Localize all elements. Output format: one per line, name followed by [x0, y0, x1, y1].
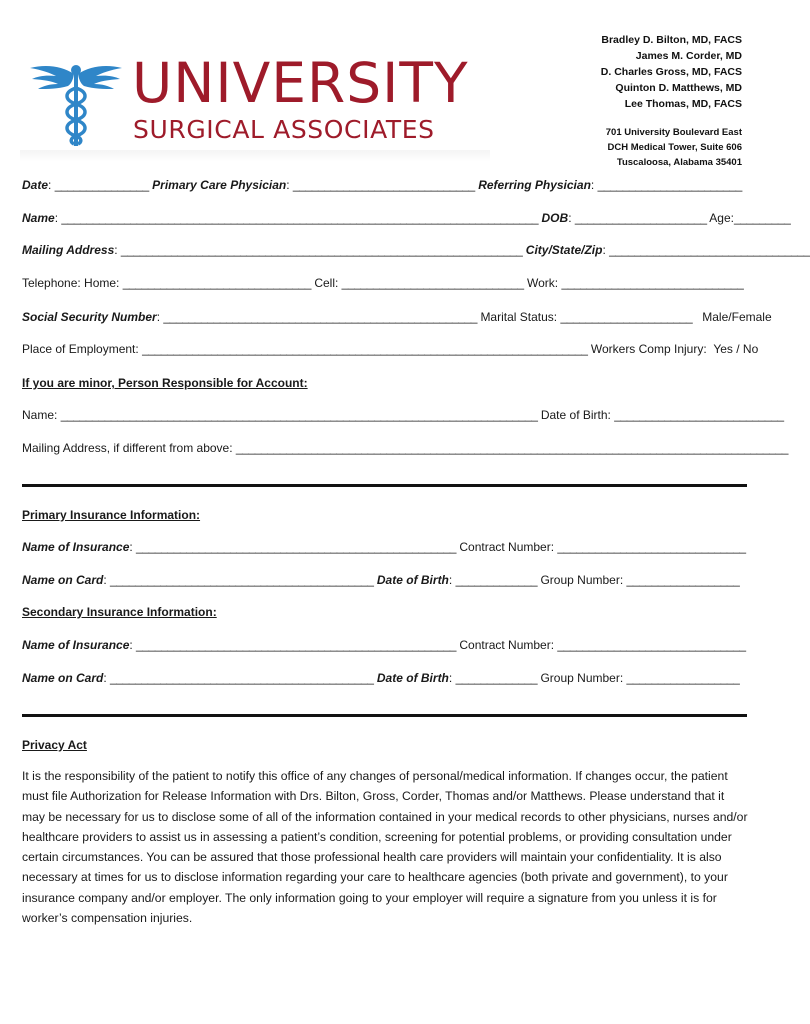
row-mailing-address: Mailing Address: ________________________________________________________________ City/State/Zip: ________________________________: [22, 243, 810, 257]
minor-heading: If you are minor, Person Responsible for Account:: [22, 376, 308, 390]
primary-card-name-label: Name on Card: [22, 573, 104, 587]
telephone-home-label: Telephone: Home:: [22, 276, 120, 290]
row-minor-name: [22, 408, 784, 422]
physician-name: Bradley D. Bilton, MD, FACS: [601, 34, 742, 46]
row-primary-insurance-name: Name of Insurance: ___________________________________________________ Contract Number: ______________________________: [22, 540, 746, 554]
row-name-dob-age: Name: ____________________________________________________________________________ DOB: _____________________ Age:_________: [22, 211, 791, 225]
primary-group-label: Group Number:: [540, 573, 624, 587]
address-line: 701 University Boulevard East: [605, 127, 742, 138]
caduceus-icon: [28, 62, 124, 148]
date-field[interactable]: _______________: [54, 178, 149, 192]
name-field[interactable]: ____________________________________________________________________________: [61, 211, 539, 225]
employment-field[interactable]: _______________________________________________________________________: [142, 342, 588, 356]
work-label: Work:: [526, 276, 559, 290]
secondary-card-name-field[interactable]: __________________________________________: [110, 671, 374, 685]
privacy-heading: Privacy Act: [22, 738, 87, 752]
physician-name: D. Charles Gross, MD, FACS: [600, 66, 742, 78]
name-label: Name: [22, 211, 55, 225]
physician-list: [601, 32, 742, 112]
secondary-group-field[interactable]: __________________: [626, 671, 740, 685]
row-telephone: [22, 276, 746, 290]
date-label: Date: [22, 178, 49, 192]
workers-comp-label: Workers Comp Injury:: [590, 342, 707, 356]
row-secondary-card: Name on Card: __________________________________________ Date of Birth: _____________ Group Number: __________________: [22, 671, 740, 685]
physician-name: Quinton D. Matthews, MD: [615, 82, 742, 94]
dob-field[interactable]: _____________________: [574, 211, 707, 225]
age-label: Age:: [709, 211, 734, 225]
minor-name-label: Name:: [22, 408, 58, 422]
physician-name: Lee Thomas, MD, FACS: [624, 98, 742, 110]
row-ssn-marital: Social Security Number: __________________________________________________ Marital Status: _____________________ Male/Female: [22, 310, 772, 324]
secondary-contract-label: Contract Number:: [459, 638, 555, 652]
city-state-zip-field[interactable]: ________________________________: [609, 243, 810, 257]
primary-dob-label: Date of Birth: [376, 573, 449, 587]
employment-label: Place of Employment:: [22, 342, 139, 356]
primary-dob-field[interactable]: _____________: [455, 573, 538, 587]
row-primary-card: Name on Card: __________________________________________ Date of Birth: _____________ Group Number: __________________: [22, 573, 740, 587]
row-employment: [22, 342, 759, 356]
physician-name: James M. Corder, MD: [635, 50, 742, 62]
sex-option[interactable]: Male/Female: [702, 310, 772, 324]
secondary-group-label: Group Number:: [540, 671, 624, 685]
minor-mailing-field[interactable]: ________________________________________________________________________________________: [235, 441, 789, 455]
row-date-physicians: Date: _______________ Primary Care Physician: _____________________________ Referring Physician: _______________________: [22, 178, 742, 192]
ssn-label: Social Security Number: [22, 310, 157, 324]
primary-contract-label: Contract Number:: [459, 540, 555, 554]
section-divider: [22, 484, 747, 487]
address-line: DCH Medical Tower, Suite 606: [607, 142, 742, 153]
secondary-insurance-name-label: Name of Insurance: [22, 638, 130, 652]
primary-contract-field[interactable]: ______________________________: [557, 540, 746, 554]
dob-label: DOB: [541, 211, 569, 225]
pcp-field[interactable]: _____________________________: [292, 178, 475, 192]
minor-mailing-label: Mailing Address, if different from above:: [22, 441, 233, 455]
marital-status-label: Marital Status:: [480, 310, 558, 324]
row-secondary-insurance-name: Name of Insurance: ___________________________________________________ Contract Number: ______________________________: [22, 638, 746, 652]
logo-shadow: [20, 150, 490, 162]
cell-label: Cell:: [314, 276, 339, 290]
home-phone-field[interactable]: ______________________________: [122, 276, 311, 290]
ssn-field[interactable]: __________________________________________________: [163, 310, 478, 324]
secondary-card-name-label: Name on Card: [22, 671, 104, 685]
work-phone-field[interactable]: _____________________________: [561, 276, 744, 290]
referring-label: Referring Physician: [478, 178, 591, 192]
secondary-insurance-name-field[interactable]: ___________________________________________________: [136, 638, 457, 652]
brand-name-line2: SURGICAL ASSOCIATES: [133, 115, 435, 144]
section-divider: [22, 714, 747, 717]
referring-field[interactable]: _______________________: [597, 178, 742, 192]
secondary-contract-field[interactable]: ______________________________: [557, 638, 746, 652]
secondary-dob-label: Date of Birth: [376, 671, 449, 685]
minor-name-field[interactable]: ____________________________________________________________________________: [60, 408, 538, 422]
marital-status-field[interactable]: _____________________: [560, 310, 693, 324]
city-state-zip-label: City/State/Zip: [525, 243, 603, 257]
office-address: [606, 125, 742, 170]
minor-dob-field[interactable]: ___________________________: [614, 408, 784, 422]
brand-name-line1: UNIVERSITY: [132, 51, 469, 115]
mailing-address-label: Mailing Address: [22, 243, 115, 257]
primary-group-field[interactable]: __________________: [626, 573, 740, 587]
primary-insurance-heading: Primary Insurance Information:: [22, 508, 201, 522]
primary-card-name-field[interactable]: __________________________________________: [110, 573, 374, 587]
address-line: Tuscaloosa, Alabama 35401: [616, 157, 742, 168]
pcp-label: Primary Care Physician: [152, 178, 287, 192]
secondary-insurance-heading: Secondary Insurance Information:: [22, 605, 217, 619]
age-field[interactable]: _________: [733, 211, 791, 225]
primary-insurance-name-label: Name of Insurance: [22, 540, 130, 554]
mailing-address-field[interactable]: ________________________________________________________________: [120, 243, 523, 257]
privacy-body: It is the responsibility of the patient to notify this office of any changes of personal/medical information. If changes occur, the patient must file Authorization for Release Information with Drs. Bilton, Gross, Corder, Thomas and/or Matthews. Please understand that it may be necessary for us to disclose some of all of the information contained in your medical records to other physicians, nurses and/or healthcare providers to assist us in assessing a patient’s condition, screening for potential problems, or providing consultation under certain circumstances. You can be assured that those professional health care providers will maintain your confidentiality. It is also necessary at times for us to disclose information regarding your care to healthcare agencies (both private and government), to your insurance company and/or employer. The only information going to your employer will require a signature from you unless it is for worker’s compensation injuries.: [22, 769, 748, 926]
workers-comp-option[interactable]: Yes / No: [713, 342, 759, 356]
cell-phone-field[interactable]: _____________________________: [341, 276, 524, 290]
secondary-dob-field[interactable]: _____________: [455, 671, 538, 685]
primary-insurance-name-field[interactable]: ___________________________________________________: [136, 540, 457, 554]
row-minor-mailing: [22, 441, 789, 455]
minor-dob-label: Date of Birth:: [540, 408, 611, 422]
